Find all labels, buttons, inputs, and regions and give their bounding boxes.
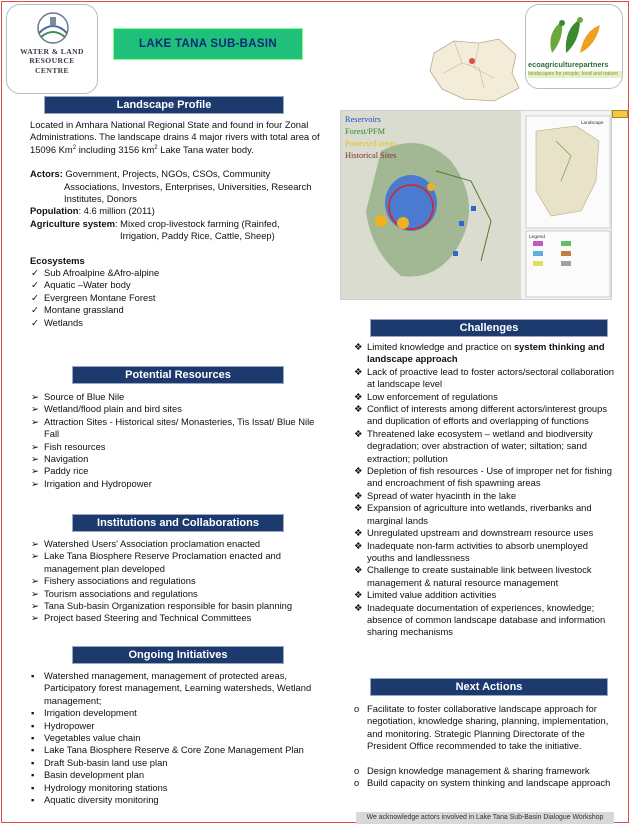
arrow-bullet-icon: ➢ — [31, 575, 39, 587]
list-item — [353, 703, 615, 753]
list-item — [30, 707, 322, 719]
list-item — [30, 304, 330, 316]
list-item-text: Threatened lake ecosystem – wetland and biodiversity degradation; over abstraction of water; siltation; sand extraction; pollution — [367, 427, 593, 464]
list-item-text: Watershed Users' Association proclamation enacted — [44, 538, 261, 549]
ecosystems-label: Ecosystems — [30, 254, 85, 266]
list-item — [30, 794, 322, 806]
list-item-text: Wetlands — [44, 316, 83, 328]
list-item-text: Inadequate non-farm activities to absorb unemployed youths and landlessness — [367, 539, 588, 563]
agriculture-text-2: Irrigation, Paddy Rice, Cattle, Sheep) — [120, 230, 275, 242]
landscape-map — [340, 110, 612, 300]
list-item-text: Draft Sub-basin land use plan — [44, 756, 168, 768]
intro-sup-2: 2 — [154, 144, 158, 151]
list-item-text: Irrigation development — [44, 707, 137, 719]
diamond-bullet-icon: ❖ — [354, 465, 363, 477]
diamond-bullet-icon: ❖ — [354, 489, 363, 501]
list-item-text: Basin development plan — [44, 769, 145, 781]
next-actions-header: Next Actions — [370, 678, 608, 696]
next-actions-body — [353, 703, 615, 789]
challenges-header: Challenges — [370, 319, 608, 337]
list-item-text: Spread of water hyacinth in the lake — [367, 489, 517, 501]
list-item-text: Wetland/flood plain and bird sites — [44, 403, 182, 415]
arrow-bullet-icon: ➢ — [31, 453, 39, 465]
logo-tagline: landscapes for people, food and nature — [528, 71, 622, 78]
list-item — [30, 538, 326, 550]
list-item — [353, 428, 615, 465]
circle-bullet-icon: o — [354, 777, 360, 789]
list-item-text: Facilitate to foster collaborative landscape approach for negotiation, knowledge sharing, planning, implementation, and monitoring. Strategic Planning Directorate of the President Office recommended to take the initiative. — [367, 703, 609, 752]
landscape-profile-body — [30, 119, 330, 329]
institutions-body — [30, 538, 326, 625]
list-item-text: Irrigation and Hydropower — [44, 477, 152, 489]
list-item — [30, 782, 322, 794]
institutions-header: Institutions and Collaborations — [72, 514, 284, 532]
actors-text-3: Institutes, Donors — [64, 193, 137, 205]
arrow-bullet-icon: ➢ — [31, 403, 39, 415]
actors-label: Actors: — [30, 168, 63, 180]
list-item-text: Low enforcement of regulations — [367, 390, 498, 402]
check-icon: ✓ — [31, 267, 39, 279]
list-item — [353, 465, 615, 490]
list-item — [353, 564, 615, 589]
actors-text-2: Associations, Investors, Enterprises, Universities, Research — [64, 180, 312, 192]
list-item — [353, 589, 615, 601]
square-bullet-icon: ▪ — [31, 732, 35, 744]
map-label-reservoirs: Reservoirs — [345, 115, 381, 124]
square-bullet-icon: ▪ — [31, 719, 35, 731]
arrow-bullet-icon: ➢ — [31, 415, 39, 427]
diamond-bullet-icon: ❖ — [354, 601, 363, 613]
list-item — [353, 391, 615, 403]
diamond-bullet-icon: ❖ — [354, 502, 363, 514]
list-item — [30, 757, 322, 769]
square-bullet-icon: ▪ — [31, 756, 35, 768]
wlrc-logo — [6, 4, 98, 94]
arrow-bullet-icon: ➢ — [31, 391, 39, 402]
square-bullet-icon: ▪ — [31, 670, 35, 681]
ethiopia-locator-map — [424, 33, 524, 105]
list-item-text: Build capacity on system thinking and landscape approach — [367, 777, 611, 789]
list-item-text: Navigation — [44, 453, 89, 465]
agriculture-label: Agriculture system — [30, 217, 115, 229]
list-item — [353, 403, 615, 428]
population-line — [30, 205, 330, 217]
actors-line — [30, 168, 330, 180]
ongoing-initiatives-body — [30, 670, 322, 806]
list-item — [353, 602, 615, 639]
list-item-text: Limited value addition activities — [367, 589, 497, 601]
list-item — [30, 588, 326, 600]
intro-text-a: Located in Amhara National Regional State and found in four Zonal Administrations. The landscape drains 4 major rivers with total area of 15096 Km — [30, 119, 320, 155]
arrow-bullet-icon: ➢ — [31, 538, 39, 549]
challenge-first-bold: system thinking and landscape approach — [367, 341, 605, 365]
list-item-text: Unregulated upstream and downstream resource uses — [367, 527, 594, 539]
list-item-text: Lack of proactive lead to foster actors/sectoral collaboration at landscape level — [367, 365, 615, 390]
check-icon: ✓ — [31, 316, 39, 328]
list-item — [30, 600, 326, 612]
list-item — [30, 391, 322, 403]
list-item-text: Conflict of interests among different actors/interest groups and duplication of efforts and overlapping of functions — [367, 403, 608, 427]
potential-resources-list — [30, 391, 322, 490]
potential-resources-body — [30, 391, 322, 490]
landscape-profile-header: Landscape Profile — [44, 96, 284, 114]
actors-text-1: Government, Projects, NGOs, CSOs, Community — [62, 168, 271, 180]
list-item — [30, 550, 326, 575]
arrow-bullet-icon: ➢ — [31, 587, 39, 599]
list-item-text: Source of Blue Nile — [44, 391, 125, 402]
list-item — [30, 720, 322, 732]
arrow-bullet-icon: ➢ — [31, 600, 39, 612]
list-item-text: Paddy rice — [44, 465, 89, 477]
list-item-text: Aquatic –Water body — [44, 279, 131, 291]
leaf-people-icon — [540, 15, 610, 57]
square-bullet-icon: ▪ — [31, 707, 35, 719]
agriculture-line — [30, 218, 330, 230]
list-item — [30, 744, 322, 756]
diamond-bullet-icon: ❖ — [354, 365, 363, 377]
map-label-protected: Protected areas — [345, 139, 396, 148]
wlrc-logo-icon — [31, 11, 75, 45]
population-value: : 4.6 million (2011) — [78, 205, 155, 217]
list-item — [30, 478, 322, 490]
diamond-bullet-icon: ❖ — [354, 341, 363, 352]
list-item — [30, 769, 322, 781]
list-item — [30, 317, 330, 329]
list-item — [30, 465, 322, 477]
list-item-text: Tana Sub-basin Organization responsible for basin planning — [44, 600, 293, 612]
diamond-bullet-icon: ❖ — [354, 527, 363, 539]
list-item-text: Tourism associations and regulations — [44, 587, 198, 599]
map-label-landscape: Landscape — [581, 120, 604, 125]
list-item-text: Attraction Sites - Historical sites/ Monasteries, Tis Issat/ Blue Nile Fall — [44, 415, 315, 440]
list-item-text: Watershed management, management of protected areas, Participatory forest management, Learning watersheds, Wetland management; — [44, 670, 312, 706]
circle-bullet-icon: o — [354, 703, 360, 714]
list-item-text: Project based Steering and Technical Committees — [44, 612, 252, 624]
wlrc-logo-text — [9, 47, 95, 75]
diamond-bullet-icon: ❖ — [354, 390, 363, 402]
list-item — [30, 403, 322, 415]
challenges-list — [353, 341, 615, 639]
list-item — [353, 366, 615, 391]
landscape-intro — [30, 119, 330, 156]
institutions-list — [30, 538, 326, 625]
ongoing-initiatives-list — [30, 670, 322, 806]
list-item — [30, 279, 330, 291]
list-item — [30, 732, 322, 744]
diamond-bullet-icon: ❖ — [354, 539, 363, 551]
list-item-text: Hydropower — [44, 719, 95, 731]
list-item — [30, 267, 330, 279]
map-label-forest: Forest/PFM — [345, 127, 386, 136]
list-item — [353, 540, 615, 565]
square-bullet-icon: ▪ — [31, 781, 35, 793]
list-item — [353, 777, 615, 789]
acknowledgement-banner: We acknowledge actors involved in Lake Tana Sub-Basin Dialogue Workshop — [356, 812, 614, 824]
list-item-text: Challenge to create sustainable link between livestock management & natural resource management — [367, 564, 592, 588]
list-item-text: Aquatic diversity monitoring — [44, 794, 159, 806]
arrow-bullet-icon: ➢ — [31, 550, 39, 562]
circle-bullet-icon: o — [354, 764, 360, 776]
list-item — [353, 765, 615, 777]
list-item-text: Design knowledge management & sharing framework — [367, 764, 590, 776]
intro-text-b: including 3156 km — [76, 143, 155, 155]
intro-text-c: Lake Tana water body. — [157, 143, 254, 155]
diamond-bullet-icon: ❖ — [354, 589, 363, 601]
list-item-text: Depletion of fish resources - Use of improper net for fishing and encroachment of fish spawning areas — [367, 465, 612, 489]
logo-line-3: CENTRE — [34, 65, 70, 75]
logo-line-1: WATER & LAND — [20, 47, 84, 56]
list-item-text: Evergreen Montane Forest — [44, 291, 156, 303]
map-label-historical: Historical Sites — [345, 151, 397, 160]
agriculture-text-1: : Mixed crop-livestock farming (Rainfed, — [114, 217, 280, 229]
sticky-note-icon — [612, 110, 628, 118]
diamond-bullet-icon: ❖ — [354, 403, 363, 415]
list-item — [353, 502, 615, 527]
list-item-text: Hydrology monitoring stations — [44, 781, 168, 793]
list-item — [30, 670, 322, 707]
list-item — [30, 292, 330, 304]
list-item-text: Fish resources — [44, 440, 106, 452]
square-bullet-icon: ▪ — [31, 769, 35, 781]
list-item — [30, 612, 326, 624]
ecoagriculture-logo — [525, 4, 623, 89]
page-title: LAKE TANA SUB-BASIN — [113, 28, 303, 60]
list-item — [30, 575, 326, 587]
intro-sup-1: 2 — [72, 144, 77, 151]
arrow-bullet-icon: ➢ — [31, 440, 39, 452]
list-item-text: Sub Afroalpine &Afro-alpine — [44, 267, 160, 279]
diamond-bullet-icon: ❖ — [354, 427, 363, 439]
check-icon: ✓ — [31, 291, 39, 303]
list-item-text: Montane grassland — [44, 304, 124, 316]
potential-resources-header: Potential Resources — [72, 366, 284, 384]
list-item — [30, 416, 322, 441]
ecosystems-list — [30, 267, 330, 329]
list-item-text: Lake Tana Biosphere Reserve & Core Zone Management Plan — [44, 744, 304, 756]
arrow-bullet-icon: ➢ — [31, 612, 39, 624]
logo-line-2: RESOURCE — [29, 56, 75, 66]
diamond-bullet-icon: ❖ — [354, 564, 363, 576]
check-icon: ✓ — [31, 304, 39, 316]
list-item — [353, 490, 615, 502]
check-icon: ✓ — [31, 279, 39, 291]
list-item-text: Vegetables value chain — [44, 732, 141, 744]
challenges-body — [353, 341, 615, 639]
list-item-text: Fishery associations and regulations — [44, 575, 196, 587]
ongoing-initiatives-header: Ongoing Initiatives — [72, 646, 284, 664]
square-bullet-icon: ▪ — [31, 744, 35, 756]
logo-brand: ecoagriculturepartners — [528, 60, 609, 69]
arrow-bullet-icon: ➢ — [31, 465, 39, 477]
list-item-text: Inadequate documentation of experiences, knowledge; absence of common landscape database and information sharing mechanisms — [367, 601, 606, 638]
arrow-bullet-icon: ➢ — [31, 477, 39, 489]
list-item — [30, 453, 322, 465]
list-item — [30, 441, 322, 453]
list-item-text: Lake Tana Biosphere Reserve Proclamation enacted and management plan developed — [44, 550, 281, 574]
list-item — [353, 341, 615, 366]
list-item-text: Expansion of agriculture into wetlands, riverbanks and marginal lands — [367, 502, 592, 526]
map-label-legend: Legend — [529, 235, 546, 240]
next-actions-list — [353, 703, 615, 789]
population-label: Population — [30, 205, 79, 217]
square-bullet-icon: ▪ — [31, 794, 35, 806]
challenge-first-text: Limited knowledge and practice on — [367, 341, 514, 352]
list-item — [353, 527, 615, 539]
